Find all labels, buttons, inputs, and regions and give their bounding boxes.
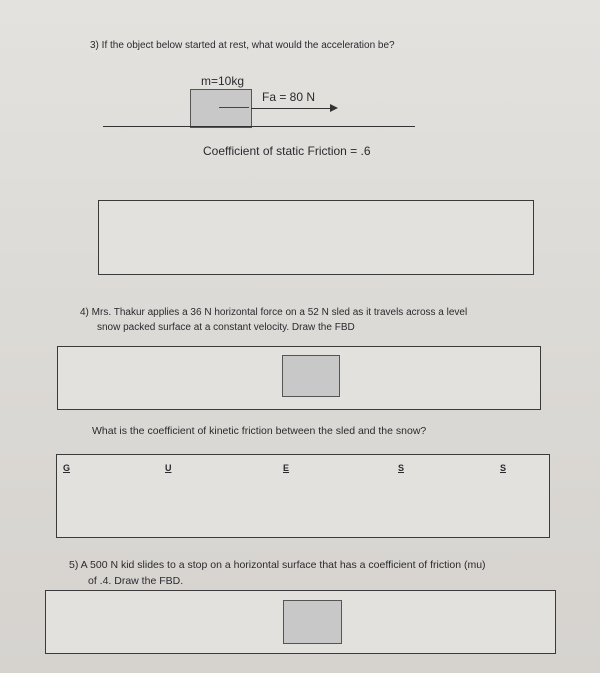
ground-line xyxy=(103,126,415,127)
applied-force-label: Fa = 80 N xyxy=(262,90,316,104)
q5-kid-square xyxy=(283,600,342,644)
block-center-line xyxy=(219,107,249,108)
question-4-text xyxy=(80,305,530,335)
question-5-line-2: of .4. Draw the FBD. xyxy=(88,575,184,587)
gues-label-s1: S xyxy=(398,463,405,473)
question-4-line-2: snow packed surface at a constant velocity. Draw the FBD xyxy=(97,322,355,333)
kinetic-friction-question: What is the coefficient of kinetic friction between the sled and the snow? xyxy=(92,425,427,437)
gues-answer-box[interactable] xyxy=(56,454,550,538)
question-5-line-1: 5) A 500 N kid slides to a stop on a horizontal surface that has a coefficient of friction (mu) xyxy=(69,559,486,571)
gues-label-s2: S xyxy=(500,463,507,473)
applied-force-arrowhead xyxy=(330,104,338,112)
question-3-text: 3) If the object below started at rest, what would the acceleration be? xyxy=(90,40,395,51)
gues-label-u: U xyxy=(165,463,172,473)
static-friction-text: Coefficient of static Friction = .6 xyxy=(203,144,371,158)
gues-label-g: G xyxy=(63,463,71,473)
mass-label: m=10kg xyxy=(201,74,245,88)
question-4-line-1: 4) Mrs. Thakur applies a 36 N horizontal force on a 52 N sled as it travels across a level xyxy=(80,307,468,318)
question-5-text xyxy=(69,557,569,589)
gues-label-e: E xyxy=(283,463,290,473)
q4-sled-square xyxy=(282,355,340,397)
object-block xyxy=(190,89,252,128)
q3-answer-box[interactable] xyxy=(98,200,534,275)
applied-force-arrow xyxy=(251,108,331,109)
